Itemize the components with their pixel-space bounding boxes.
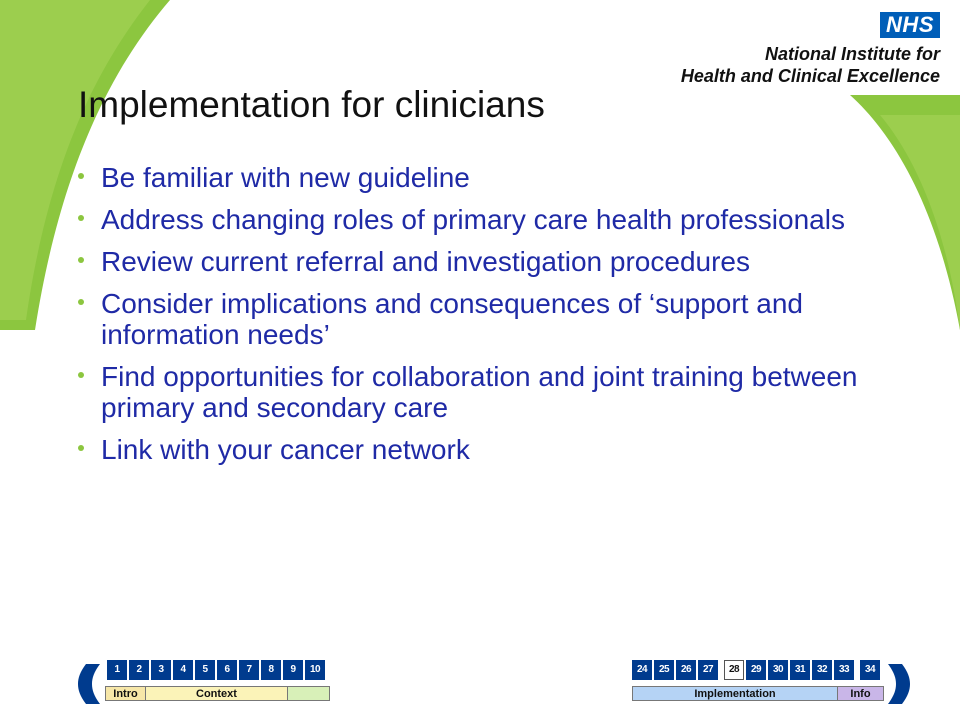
nhs-badge: NHS [880,12,940,38]
page-button-32[interactable]: 32 [812,660,832,680]
bullet-dot-icon [78,372,84,378]
section-unlabeled[interactable] [287,686,330,701]
bullet-item [78,204,898,235]
org-name-line-2: Health and Clinical Excellence [680,66,940,86]
bullet-dot-icon [78,257,84,263]
page-button-28-current[interactable]: 28 [724,660,744,680]
section-context[interactable]: Context [145,686,288,701]
page-button-8[interactable]: 8 [261,660,281,680]
org-name-line-1: National Institute for [765,44,940,64]
bullet-dot-icon [78,215,84,221]
left-slide-nav [105,660,330,705]
page-button-26[interactable]: 26 [676,660,696,680]
page-button-5[interactable]: 5 [195,660,215,680]
bullet-text: Review current referral and investigation procedures [101,246,750,277]
page-button-29[interactable]: 29 [746,660,766,680]
section-intro[interactable]: Intro [105,686,146,701]
bullet-item [78,434,898,465]
bullet-dot-icon [78,173,84,179]
page-button-10[interactable]: 10 [305,660,325,680]
bullet-item [78,246,898,277]
bullet-text: Be familiar with new guideline [101,162,470,193]
page-button-1[interactable]: 1 [107,660,127,680]
page-button-30[interactable]: 30 [768,660,788,680]
page-button-24[interactable]: 24 [632,660,652,680]
page-button-34[interactable]: 34 [860,660,880,680]
section-info[interactable]: Info [837,686,884,701]
bullet-dot-icon [78,445,84,451]
bullet-item [78,288,898,350]
bullet-text: Link with your cancer network [101,434,470,465]
prev-arrow-icon[interactable] [74,662,102,706]
bullet-item [78,361,898,423]
page-button-2[interactable]: 2 [129,660,149,680]
page-button-33[interactable]: 33 [834,660,854,680]
page-button-6[interactable]: 6 [217,660,237,680]
page-button-25[interactable]: 25 [654,660,674,680]
nice-nhs-logo [680,12,940,92]
page-button-3[interactable]: 3 [151,660,171,680]
next-arrow-icon[interactable] [886,662,914,706]
page-button-27[interactable]: 27 [698,660,718,680]
bullet-text: Find opportunities for collaboration and joint training between primary and secondary care [101,361,858,423]
page-button-7[interactable]: 7 [239,660,259,680]
page-button-4[interactable]: 4 [173,660,193,680]
bullet-dot-icon [78,299,84,305]
slide-title: Implementation for clinicians [78,84,545,125]
bullet-text: Address changing roles of primary care health professionals [101,204,845,235]
bullet-text: Consider implications and consequences of ‘support and information needs’ [101,288,803,350]
right-slide-nav [632,660,884,705]
bullet-item [78,162,898,193]
page-button-31[interactable]: 31 [790,660,810,680]
section-implementation[interactable]: Implementation [632,686,838,701]
bullet-list [78,162,898,476]
page-button-9[interactable]: 9 [283,660,303,680]
